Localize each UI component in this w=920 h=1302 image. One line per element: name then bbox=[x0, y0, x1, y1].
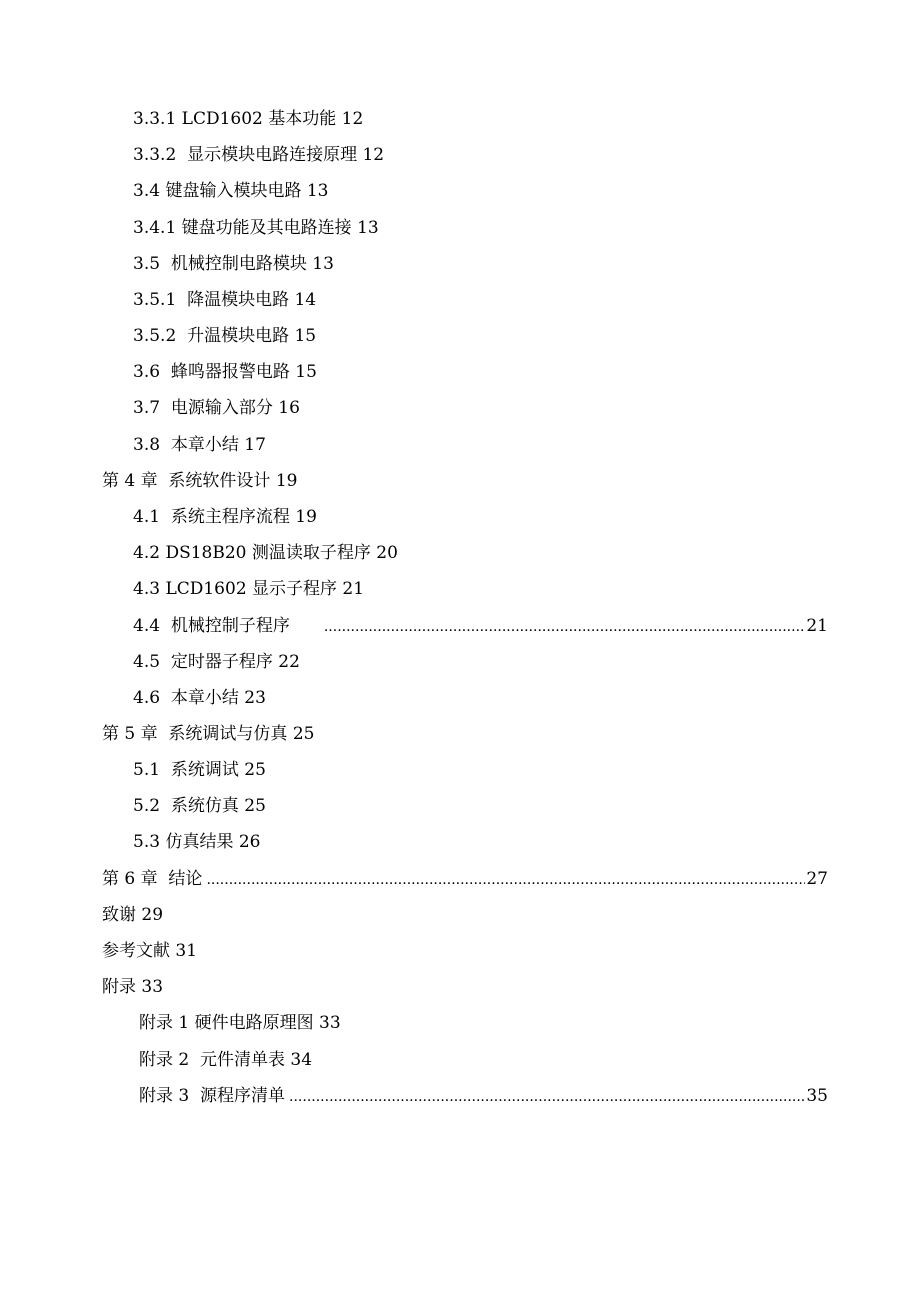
toc-page-number: 21 bbox=[806, 616, 828, 636]
toc-entry-3-8: 3.8 本章小结 17 bbox=[133, 435, 266, 455]
toc-entry-appendix-2: 附录 2 元件清单表 34 bbox=[139, 1050, 313, 1070]
toc-entry-title: 4.4 机械控制子程序 bbox=[133, 616, 290, 636]
dot-leader bbox=[206, 867, 805, 893]
toc-entry-chapter-6 bbox=[102, 866, 828, 892]
toc-entry-5-1: 5.1 系统调试 25 bbox=[133, 760, 266, 780]
toc-entry-appendix: 附录 33 bbox=[102, 977, 164, 997]
toc-entry-title: 附录 3 源程序清单 bbox=[139, 1086, 286, 1106]
toc-entry-4-4 bbox=[133, 613, 828, 639]
toc-entry-3-5: 3.5 机械控制电路模块 13 bbox=[133, 254, 334, 274]
toc-entry-4-5: 4.5 定时器子程序 22 bbox=[133, 652, 300, 672]
dot-leader bbox=[289, 1084, 805, 1110]
toc-entry-3-4: 3.4 键盘输入模块电路 13 bbox=[133, 181, 329, 201]
dot-leader bbox=[324, 614, 806, 640]
toc-entry-3-3-1: 3.3.1 LCD1602 基本功能 12 bbox=[133, 109, 364, 129]
toc-entry-appendix-3 bbox=[139, 1083, 828, 1109]
toc-entry-3-6: 3.6 蜂鸣器报警电路 15 bbox=[133, 362, 317, 382]
toc-entry-chapter-4: 第 4 章 系统软件设计 19 bbox=[102, 471, 298, 491]
toc-entry-5-3: 5.3 仿真结果 26 bbox=[133, 832, 261, 852]
toc-entry-4-3: 4.3 LCD1602 显示子程序 21 bbox=[133, 579, 365, 599]
toc-entry-4-6: 4.6 本章小结 23 bbox=[133, 688, 266, 708]
toc-entry-title: 第 6 章 结论 bbox=[102, 869, 203, 889]
toc-entry-3-4-1: 3.4.1 键盘功能及其电路连接 13 bbox=[133, 218, 379, 238]
toc-entry-5-2: 5.2 系统仿真 25 bbox=[133, 796, 266, 816]
toc-entry-appendix-1: 附录 1 硬件电路原理图 33 bbox=[139, 1013, 341, 1033]
toc-entry-references: 参考文献 31 bbox=[102, 941, 198, 961]
toc-entry-4-1: 4.1 系统主程序流程 19 bbox=[133, 507, 317, 527]
toc-entry-acknowledgements: 致谢 29 bbox=[102, 905, 164, 925]
toc-entry-chapter-5: 第 5 章 系统调试与仿真 25 bbox=[102, 724, 315, 744]
toc-page-number: 27 bbox=[806, 869, 828, 889]
toc-entry-3-5-2: 3.5.2 升温模块电路 15 bbox=[133, 326, 317, 346]
toc-entry-4-2: 4.2 DS18B20 测温读取子程序 20 bbox=[133, 543, 398, 563]
toc-entry-3-7: 3.7 电源输入部分 16 bbox=[133, 398, 300, 418]
toc-page-number: 35 bbox=[806, 1086, 828, 1106]
toc-entry-3-5-1: 3.5.1 降温模块电路 14 bbox=[133, 290, 317, 310]
toc-entry-3-3-2: 3.3.2 显示模块电路连接原理 12 bbox=[133, 145, 385, 165]
